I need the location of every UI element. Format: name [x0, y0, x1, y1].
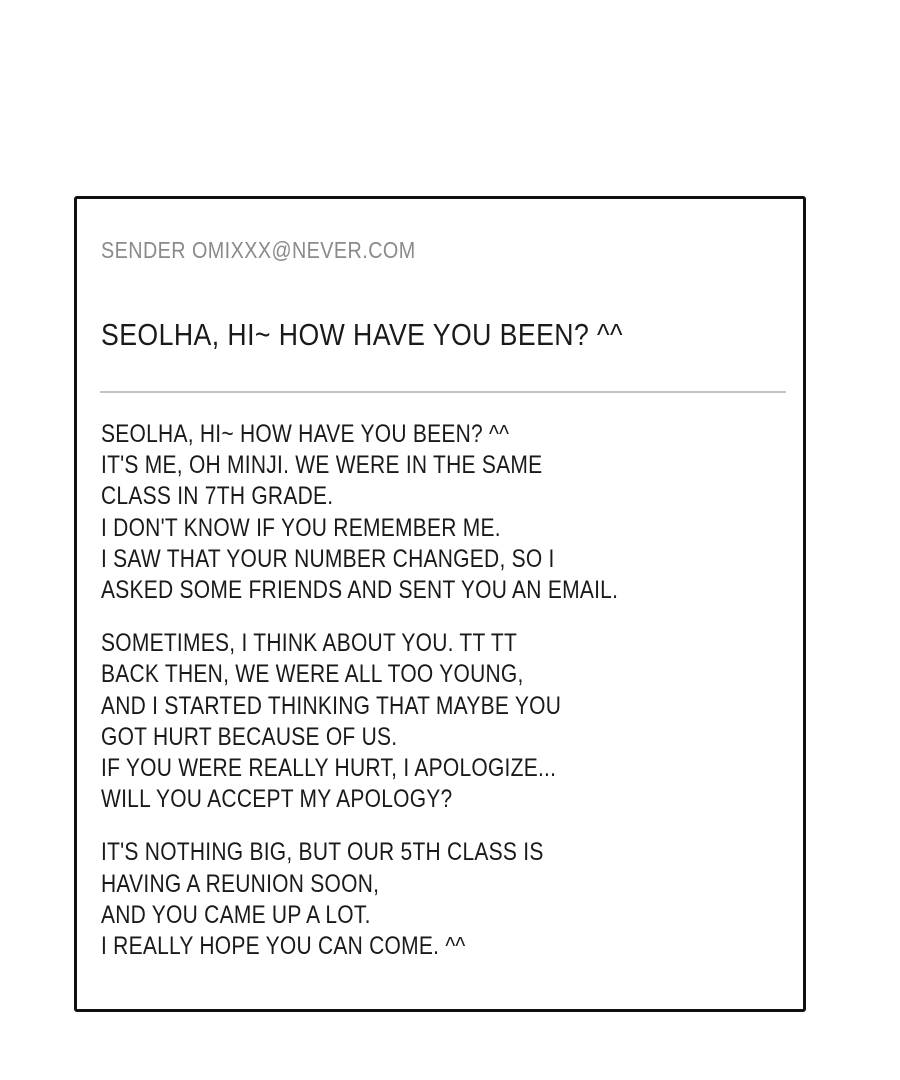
- body-line: HAVING A REUNION SOON,: [101, 869, 380, 898]
- sender-address: SENDER OMIXXX@NEVER.COM: [101, 237, 416, 263]
- paragraph-apology: [101, 628, 781, 815]
- body-line: GOT HURT BECAUSE OF US.: [101, 722, 398, 751]
- body-line: I SAW THAT YOUR NUMBER CHANGED, SO I: [101, 544, 555, 573]
- email-subject: SEOLHA, HI~ HOW HAVE YOU BEEN? ^^: [101, 317, 623, 352]
- body-line: IT'S NOTHING BIG, BUT OUR 5TH CLASS IS: [101, 838, 544, 867]
- body-line: IF YOU WERE REALLY HURT, I APOLOGIZE...: [101, 754, 557, 783]
- body-line: I REALLY HOPE YOU CAN COME. ^^: [101, 932, 466, 961]
- divider: [100, 391, 786, 393]
- body-line: I DON'T KNOW IF YOU REMEMBER ME.: [101, 513, 501, 542]
- email-body: [101, 419, 781, 984]
- body-line: WILL YOU ACCEPT MY APOLOGY?: [101, 785, 453, 814]
- body-line: AND I STARTED THINKING THAT MAYBE YOU: [101, 691, 562, 720]
- email-panel: [74, 196, 806, 1012]
- body-line: ASKED SOME FRIENDS AND SENT YOU AN EMAIL.: [101, 576, 619, 605]
- paragraph-greeting: [101, 419, 781, 606]
- body-line: BACK THEN, WE WERE ALL TOO YOUNG,: [101, 660, 524, 689]
- body-line: CLASS IN 7TH GRADE.: [101, 482, 334, 511]
- paragraph-reunion: [101, 837, 781, 962]
- body-line: IT'S ME, OH MINJI. WE WERE IN THE SAME: [101, 451, 543, 480]
- body-line: AND YOU CAME UP A LOT.: [101, 900, 371, 929]
- body-line: SEOLHA, HI~ HOW HAVE YOU BEEN? ^^: [101, 420, 510, 448]
- body-line: SOMETIMES, I THINK ABOUT YOU. TT TT: [101, 629, 518, 658]
